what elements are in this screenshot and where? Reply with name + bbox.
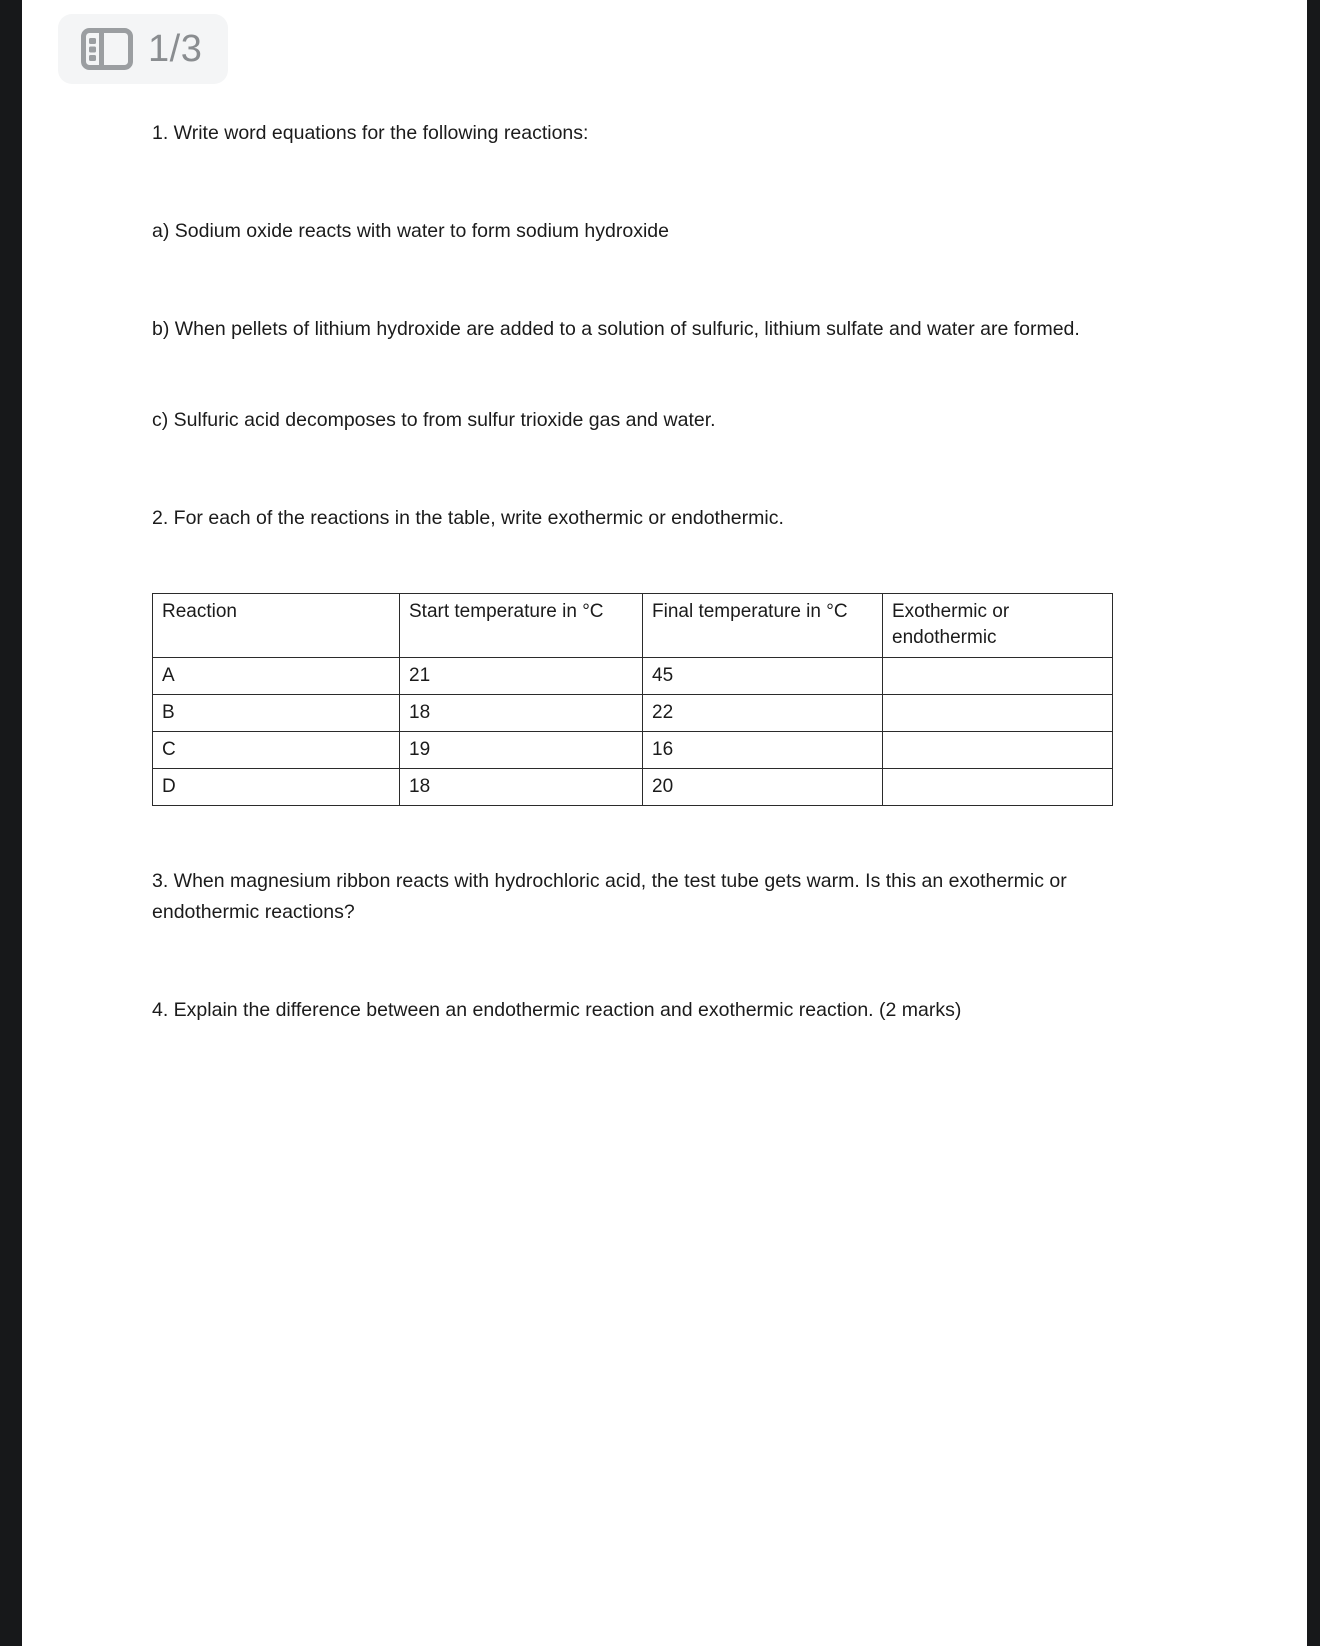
- worksheet-content: [152, 118, 1242, 1025]
- spacer: [152, 435, 1242, 503]
- reaction-table: [152, 593, 1113, 806]
- cell-answer-blank[interactable]: [883, 769, 1113, 806]
- cell-final-temperature: 20: [643, 769, 883, 806]
- spacer: [152, 927, 1242, 995]
- question-1a-text: a) Sodium oxide reacts with water to form sodium hydroxide: [152, 220, 669, 243]
- column-header-final-temperature: Final temperature in °C: [643, 594, 883, 657]
- page-indicator[interactable]: [58, 14, 228, 84]
- table-row: [153, 694, 1113, 731]
- cell-reaction: C: [153, 731, 400, 768]
- spacer: [152, 148, 1242, 216]
- table-row: [153, 657, 1113, 694]
- question-2-prompt: 2. For each of the reactions in the table, write exothermic or endothermic.: [152, 506, 784, 529]
- page-counter-label: 1/3: [148, 28, 203, 70]
- cell-reaction: D: [153, 769, 400, 806]
- page-layout-icon: [80, 26, 134, 72]
- cell-answer-blank[interactable]: [883, 657, 1113, 694]
- cell-start-temperature: 19: [400, 731, 643, 768]
- table-row: [153, 769, 1113, 806]
- question-1c-text: c) Sulfuric acid decomposes to from sulfur trioxide gas and water.: [152, 408, 716, 431]
- spacer: [152, 533, 1242, 593]
- question-1-prompt: 1. Write word equations for the following reactions:: [152, 122, 589, 144]
- cell-final-temperature: 45: [643, 657, 883, 694]
- cell-start-temperature: 18: [400, 769, 643, 806]
- spacer: [152, 345, 1242, 405]
- cell-start-temperature: 18: [400, 694, 643, 731]
- cell-reaction: B: [153, 694, 400, 731]
- question-3-prompt: 3. When magnesium ribbon reacts with hydrochloric acid, the test tube gets warm. Is this an exothermic or endothermic reactions?: [152, 870, 1067, 923]
- spacer: [152, 806, 1242, 866]
- spacer: [152, 246, 1242, 314]
- question-1b-text: b) When pellets of lithium hydroxide are added to a solution of sulfuric, lithium sulfate and water are formed.: [152, 318, 1080, 341]
- column-header-exothermic-or-endothermic: Exothermic or endothermic: [883, 594, 1113, 657]
- cell-final-temperature: 16: [643, 731, 883, 768]
- table-header-row: [153, 594, 1113, 657]
- cell-start-temperature: 21: [400, 657, 643, 694]
- cell-answer-blank[interactable]: [883, 694, 1113, 731]
- document-page: [22, 0, 1307, 1646]
- question-4-prompt: 4. Explain the difference between an endothermic reaction and exothermic reaction. (2 marks): [152, 998, 962, 1021]
- cell-answer-blank[interactable]: [883, 731, 1113, 768]
- cell-final-temperature: 22: [643, 694, 883, 731]
- cell-reaction: A: [153, 657, 400, 694]
- column-header-start-temperature: Start temperature in °C: [400, 594, 643, 657]
- column-header-reaction: Reaction: [153, 594, 400, 657]
- table-row: [153, 731, 1113, 768]
